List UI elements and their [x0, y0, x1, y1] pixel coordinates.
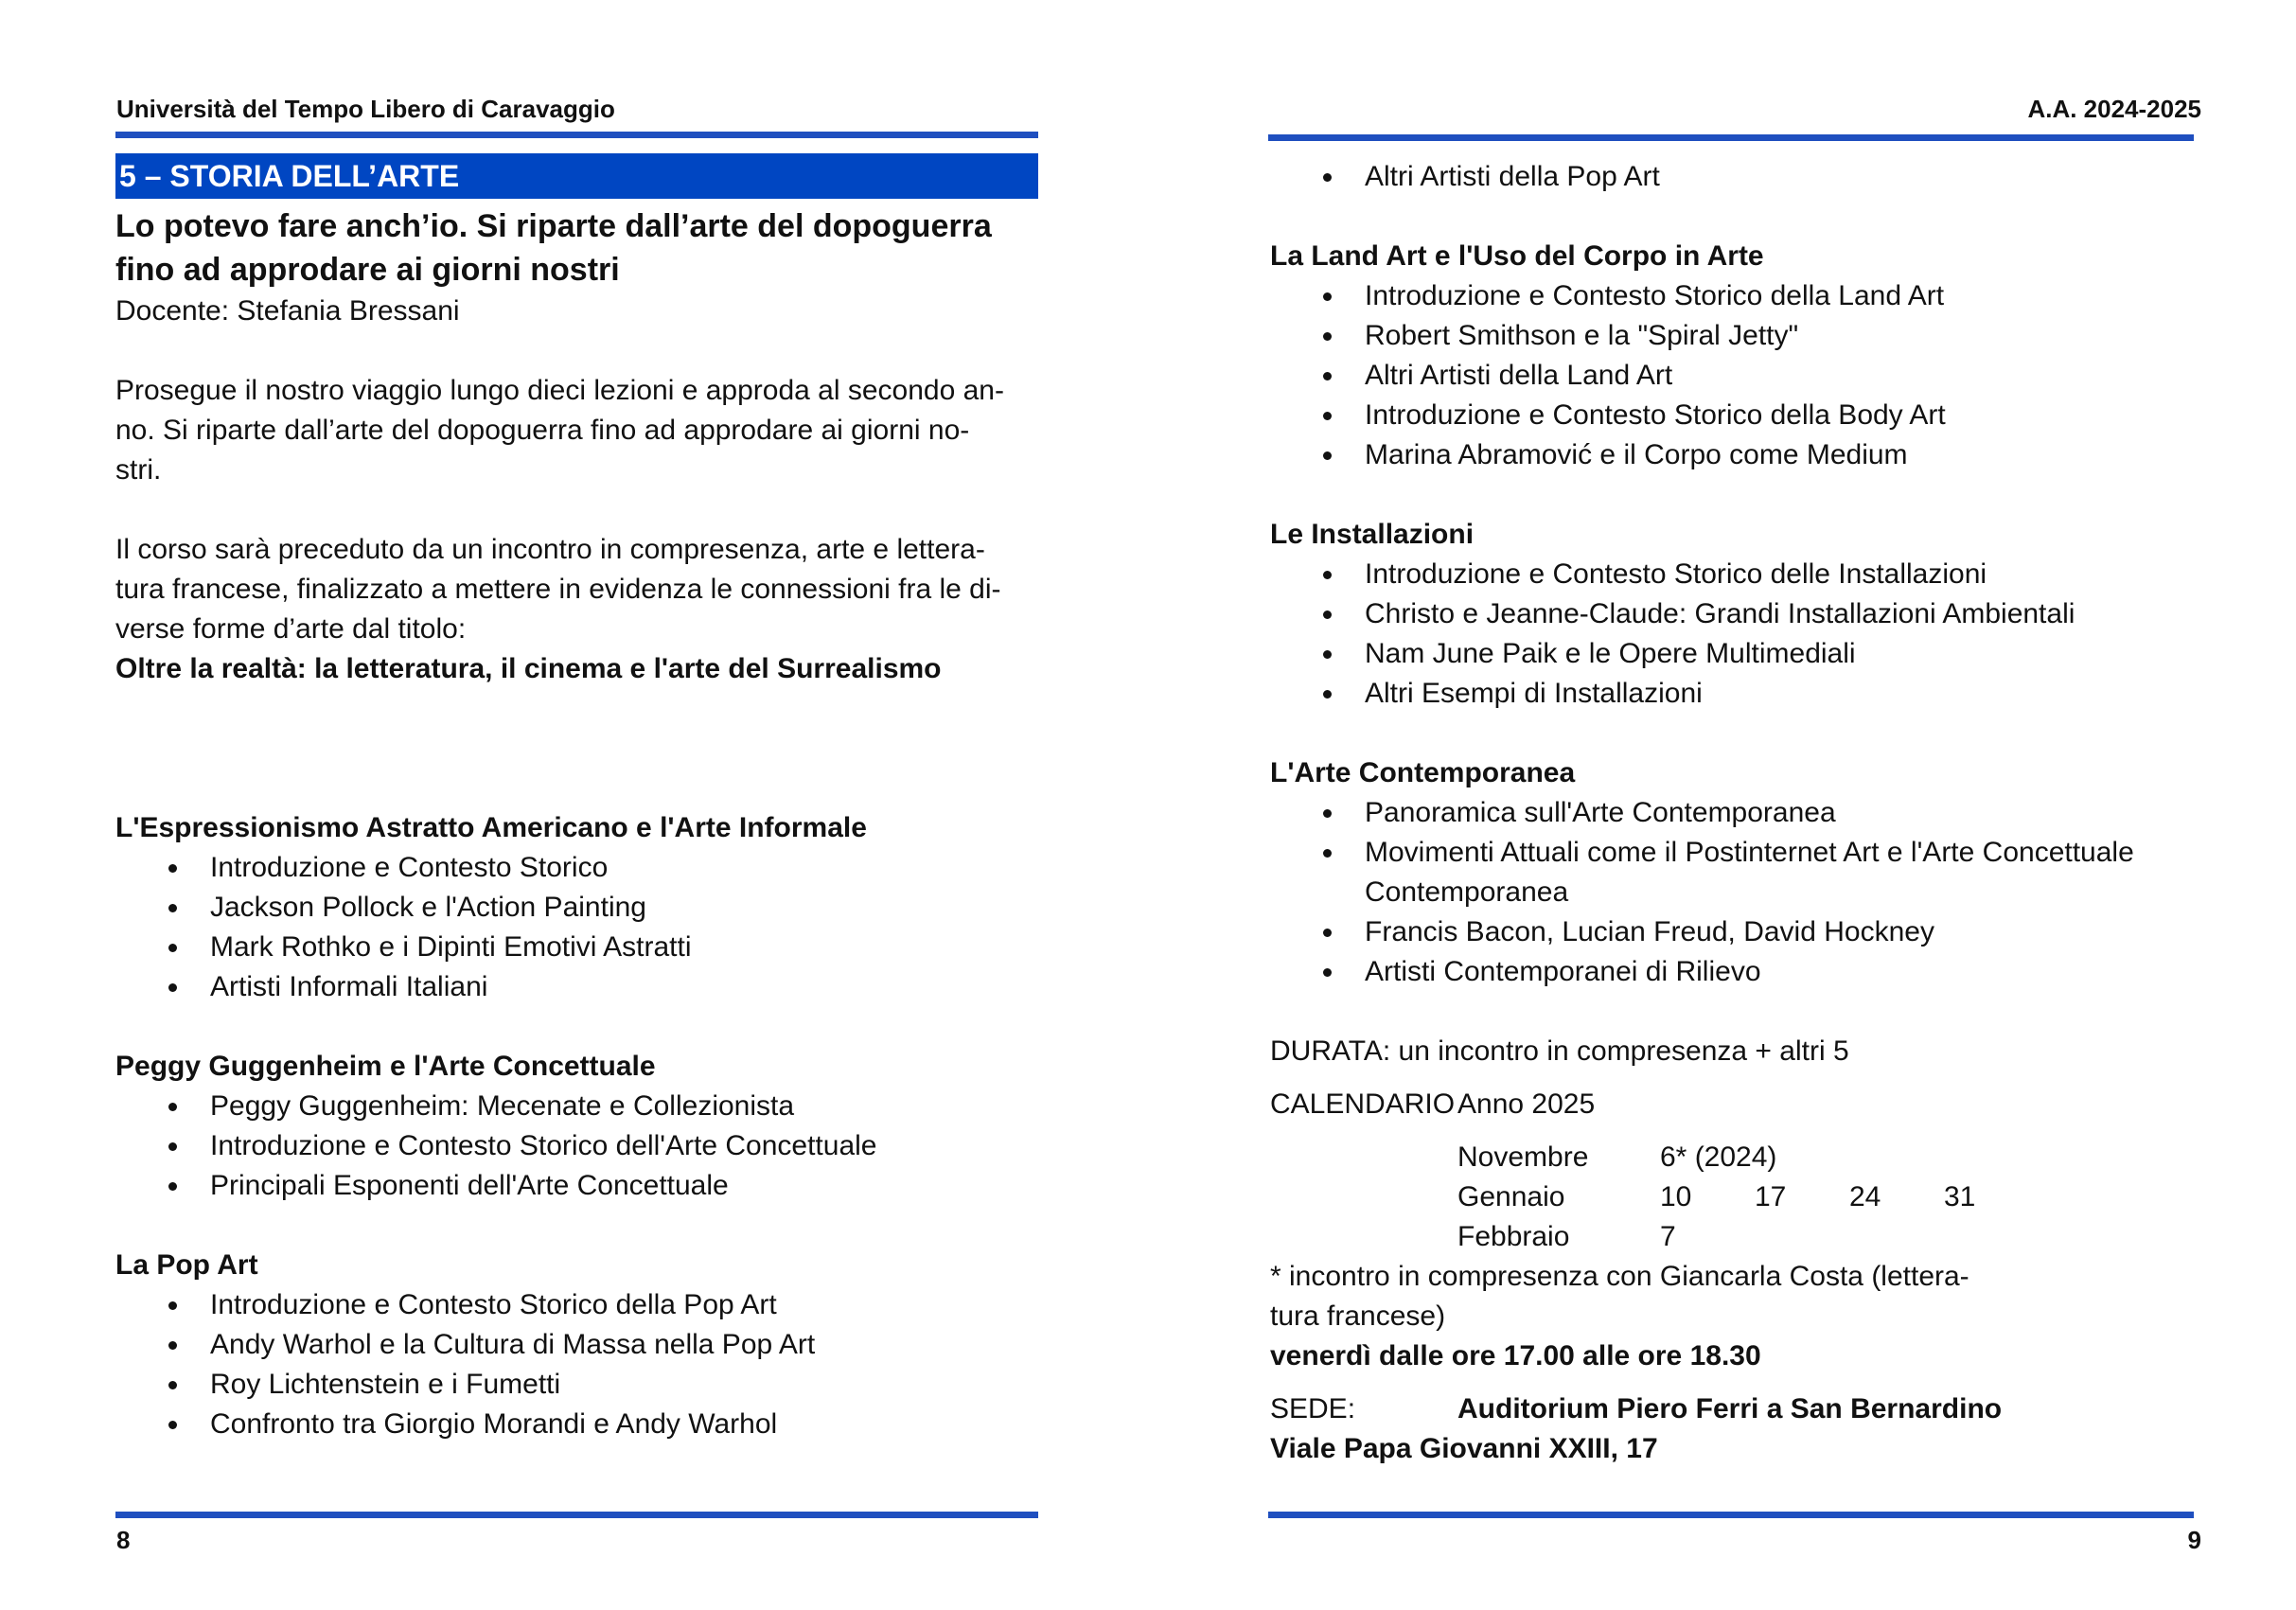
sede-venue: Auditorium Piero Ferri a San Bernardino	[1457, 1393, 2003, 1424]
section-title: L'Arte Contemporanea	[1270, 757, 1576, 788]
intro-line: stri.	[115, 454, 162, 486]
topic-list	[1270, 276, 2194, 475]
day-value: 6* (2024)	[1660, 1141, 1777, 1173]
topic-list	[115, 1285, 1038, 1444]
day-value: 17	[1755, 1181, 1787, 1212]
calendario-row	[1270, 1085, 2194, 1124]
list-item: Introduzione e Contesto Storico delle Installazioni	[1270, 555, 2194, 594]
course-title: Lo potevo fare anch’io. Si riparte dall’arte del dopoguerra fino ad approdare ai giorni nostri	[115, 208, 992, 288]
sede-label: SEDE:	[1270, 1393, 1356, 1424]
list-item: Mark Rothko e i Dipinti Emotivi Astratti	[115, 928, 1038, 967]
section-title: L'Espressionismo Astratto Americano e l'Arte Informale	[115, 812, 867, 843]
topic-list	[1270, 793, 2194, 992]
list-item: Marina Abramović e il Corpo come Medium	[1270, 435, 2194, 475]
calendar-month-row	[1457, 1138, 2194, 1177]
section-title: La Pop Art	[115, 1249, 258, 1281]
intro-line: no. Si riparte dall’arte del dopoguerra fino ad approdare ai giorni no-	[115, 415, 970, 446]
month-name: Febbraio	[1457, 1221, 1570, 1252]
topic-list	[115, 848, 1038, 1007]
pre-course-line: Il corso sarà preceduto da un incontro in compresenza, arte e lettera-	[115, 534, 985, 565]
page-number: 8	[116, 1526, 131, 1554]
sede-address: Viale Papa Giovanni XXIII, 17	[1270, 1433, 1658, 1464]
day-value: 10	[1660, 1181, 1692, 1212]
list-item: Altri Esempi di Installazioni	[1270, 674, 2194, 714]
academic-year: A.A. 2024-2025	[2027, 95, 2201, 123]
calendar-note-line: tura francese)	[1270, 1300, 1446, 1332]
page-number: 9	[2187, 1526, 2201, 1554]
list-item: Introduzione e Contesto Storico dell'Arte Concettuale	[115, 1126, 1038, 1166]
section-title: Le Installazioni	[1270, 519, 1475, 550]
list-item: Altri Artisti della Pop Art	[1270, 157, 2194, 197]
pre-course-line: tura francese, finalizzato a mettere in evidenza le connessioni fra le di-	[115, 574, 1001, 605]
list-item: Panoramica sull'Arte Contemporanea	[1270, 793, 2194, 833]
list-item: Introduzione e Contesto Storico	[115, 848, 1038, 888]
list-item: Artisti Contemporanei di Rilievo	[1270, 952, 2194, 992]
month-name: Novembre	[1457, 1141, 1589, 1173]
topic-list	[1270, 555, 2194, 714]
footer-rule	[115, 1512, 1038, 1518]
page-header-title: Università del Tempo Libero di Caravaggio	[116, 95, 615, 123]
list-item: Jackson Pollock e l'Action Painting	[115, 888, 1038, 928]
calendar-note-line: * incontro in compresenza con Giancarla Costa (lettera-	[1270, 1261, 1969, 1292]
section-banner: 5 – STORIA DELL’ARTE	[115, 153, 1038, 199]
list-item: Principali Esponenti dell'Arte Concettuale	[115, 1166, 1038, 1206]
list-item: Christo e Jeanne-Claude: Grandi Installazioni Ambientali	[1270, 594, 2194, 634]
schedule: venerdì dalle ore 17.00 alle ore 18.30	[1270, 1340, 1761, 1371]
durata: DURATA: un incontro in compresenza + altri 5	[1270, 1035, 1849, 1067]
sede-row	[1270, 1389, 2194, 1429]
list-item: Francis Bacon, Lucian Freud, David Hockney	[1270, 912, 2194, 952]
right-column	[1270, 157, 2194, 1469]
header-rule	[115, 132, 1038, 138]
month-name: Gennaio	[1457, 1181, 1565, 1212]
section-title: Peggy Guggenheim e l'Arte Concettuale	[115, 1051, 656, 1082]
list-item: Introduzione e Contesto Storico della Pop Art	[115, 1285, 1038, 1325]
pre-course-title: Oltre la realtà: la letteratura, il cinema e l'arte del Surrealismo	[115, 653, 942, 684]
list-item: Introduzione e Contesto Storico della Land Art	[1270, 276, 2194, 316]
list-item: Nam June Paik e le Opere Multimediali	[1270, 634, 2194, 674]
pre-course-line: verse forme d’arte dal titolo:	[115, 613, 467, 645]
footer-rule	[1268, 1512, 2194, 1518]
list-item: Peggy Guggenheim: Mecenate e Collezionista	[115, 1087, 1038, 1126]
topic-list	[1270, 157, 2194, 197]
topic-list	[115, 1087, 1038, 1206]
header-rule	[1268, 134, 2194, 141]
list-item: Altri Artisti della Land Art	[1270, 356, 2194, 396]
calendar-month-row	[1457, 1177, 2194, 1217]
list-item: Movimenti Attuali come il Postinternet Art e l'Arte Concettuale Contemporanea	[1270, 833, 2194, 912]
calendario-year: Anno 2025	[1457, 1088, 1596, 1120]
list-item: Roy Lichtenstein e i Fumetti	[115, 1365, 1038, 1405]
section-title: La Land Art e l'Uso del Corpo in Arte	[1270, 240, 1764, 272]
list-item: Introduzione e Contesto Storico della Body Art	[1270, 396, 2194, 435]
left-column	[115, 153, 1038, 1444]
right-page	[1148, 0, 2296, 1610]
list-item: Confronto tra Giorgio Morandi e Andy Warhol	[115, 1405, 1038, 1444]
day-value: 24	[1849, 1181, 1881, 1212]
intro-line: Prosegue il nostro viaggio lungo dieci lezioni e approda al secondo an-	[115, 375, 1004, 406]
list-item: Robert Smithson e la "Spiral Jetty"	[1270, 316, 2194, 356]
teacher: Docente: Stefania Bressani	[115, 295, 460, 327]
calendar-month-row	[1457, 1217, 2194, 1257]
list-item: Artisti Informali Italiani	[115, 967, 1038, 1007]
day-value: 31	[1944, 1181, 1976, 1212]
day-value: 7	[1660, 1221, 1676, 1252]
calendario-label: CALENDARIO	[1270, 1088, 1456, 1120]
list-item: Andy Warhol e la Cultura di Massa nella Pop Art	[115, 1325, 1038, 1365]
